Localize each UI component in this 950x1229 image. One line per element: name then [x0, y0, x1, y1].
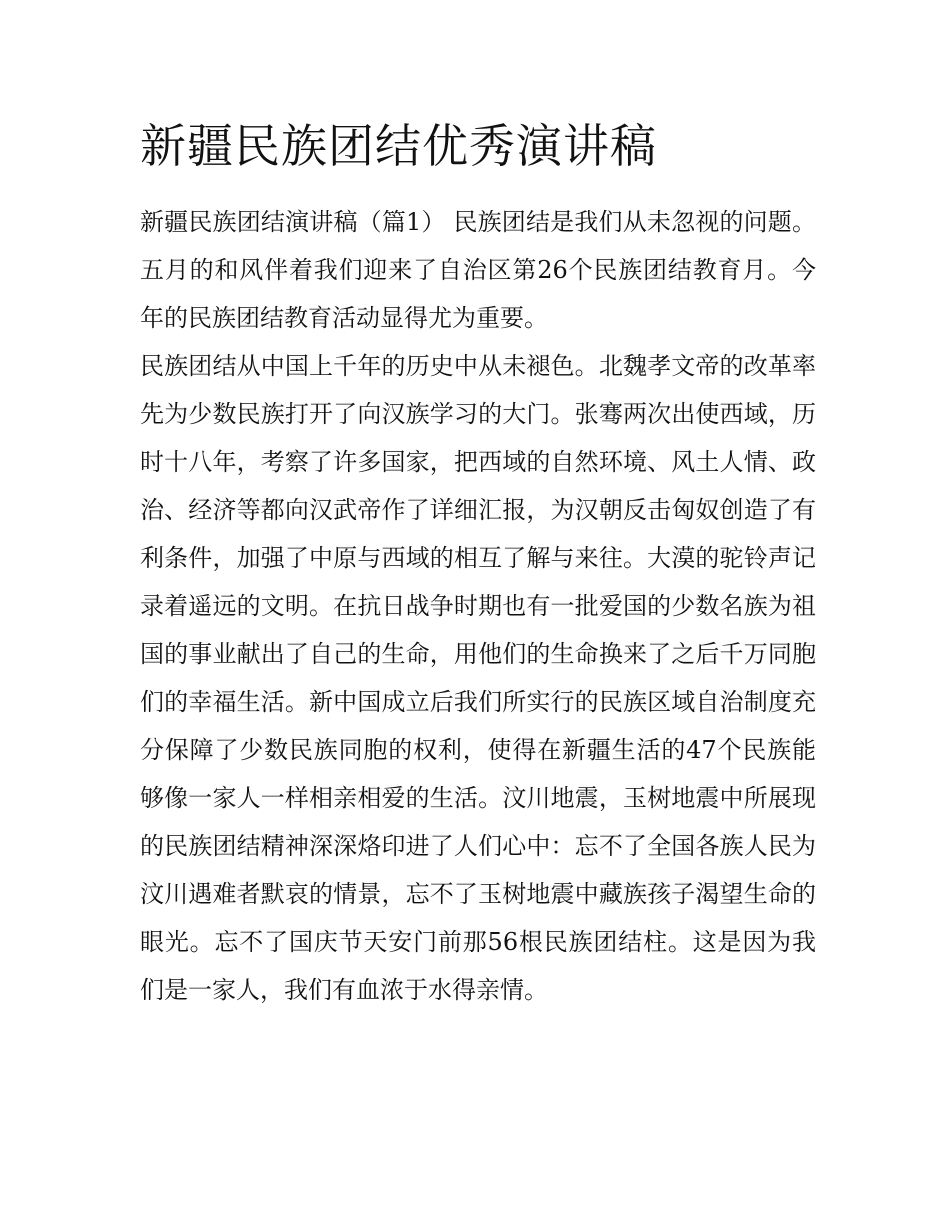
paragraph-history: 民族团结从中国上千年的历史中从未褪色。北魏孝文帝的改革率先为少数民族打开了向汉族学习的大门。张骞两次出使西域，历时十八年，考察了许多国家，把西域的自然环境、风土人情、政治、经济等都向汉武帝作了详细汇报，为汉朝反击匈奴创造了有利条件，加强了中原与西域的相互了解与来往。大漠的驼铃声记录着遥远的文明。在抗日战争时期也有一批爱国的少数名族为祖国的事业献出了自己的生命，用他们的生命换来了之后千万同胞们的幸福生活。新中国成立后我们所实行的民族区域自治制度充分保障了少数民族同胞的权利，使得在新疆生活的47个民族能够像一家人一样相亲相爱的生活。汶川地震，玉树地震中所展现的民族团结精神深深烙印进了人们心中：忘不了全国各族人民为汶川遇难者默哀的情景，忘不了玉树地震中藏族孩子渴望生命的眼光。忘不了国庆节天安门前那56根民族团结柱。这是因为我们是一家人，我们有血浓于水得亲情。	[140, 352, 816, 1004]
document-body	[140, 198, 816, 1014]
paragraph-intro: 新疆民族团结演讲稿（篇1） 民族团结是我们从未忽视的问题。五月的和风伴着我们迎来了自治区第26个民族团结教育月。今年的民族团结教育活动显得尤为重要。	[140, 208, 816, 332]
document-title: 新疆民族团结优秀演讲稿	[140, 119, 657, 173]
